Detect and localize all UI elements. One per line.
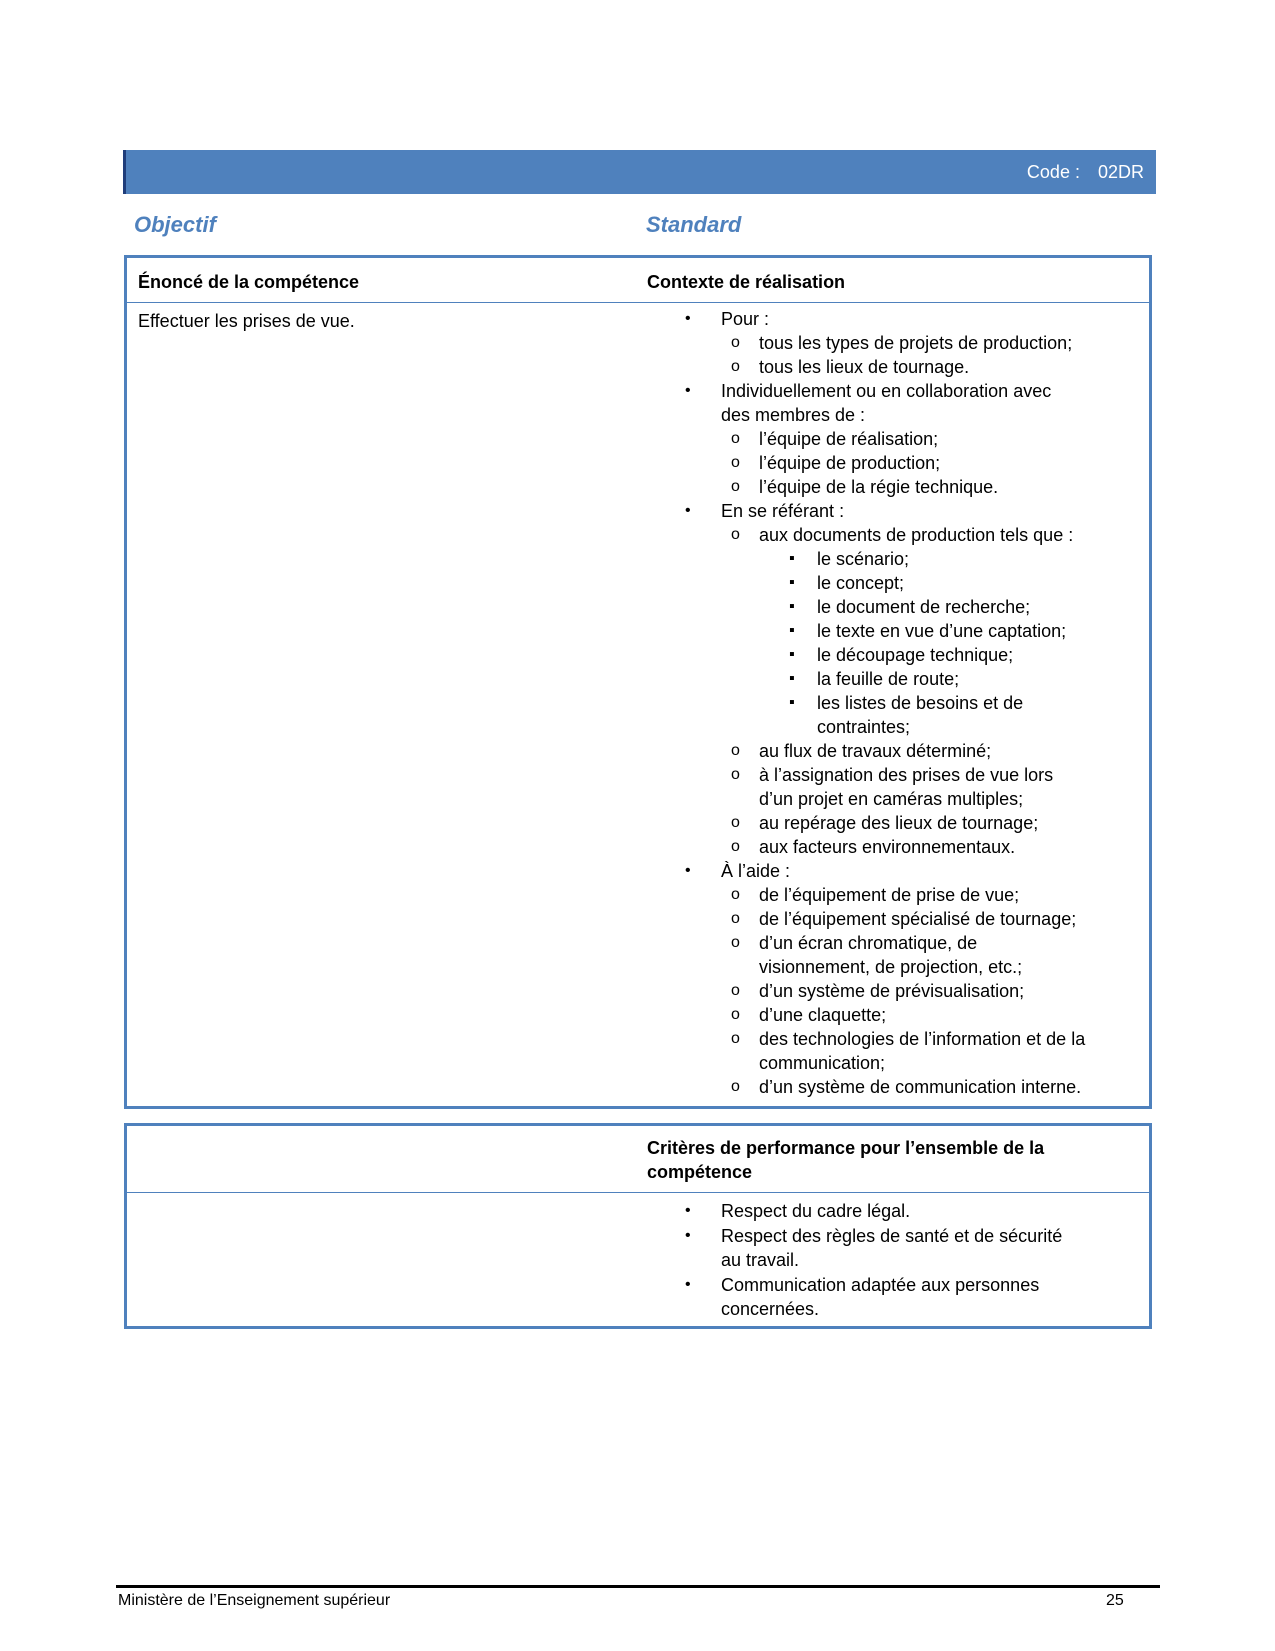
bullet-icon: o: [731, 1078, 740, 1095]
bullet-icon: ▪: [789, 646, 795, 663]
list-item: des membres de :: [721, 405, 866, 425]
list-item: le scénario;: [817, 549, 910, 569]
list-item: l’équipe de production;: [759, 453, 941, 473]
list-item: le texte en vue d’une captation;: [817, 621, 1067, 641]
bullet-icon: o: [731, 886, 740, 903]
list-item: contraintes;: [817, 717, 911, 737]
list-item: tous les lieux de tournage.: [759, 357, 970, 377]
bullet-icon: ▪: [789, 574, 795, 591]
list-item: aux facteurs environnementaux.: [759, 837, 1016, 857]
bullet-icon: o: [731, 838, 740, 855]
bullet-icon: o: [731, 934, 740, 951]
criteria-table: [124, 1123, 1152, 1329]
list-item: Respect des règles de santé et de sécurité: [721, 1225, 1063, 1246]
bullet-icon: o: [731, 910, 740, 927]
list-item: les listes de besoins et de: [817, 693, 1024, 713]
bullet-icon: ▪: [789, 598, 795, 615]
list-item: Respect du cadre légal.: [721, 1201, 911, 1221]
code-label: [1027, 162, 1144, 183]
list-item: de l’équipement de prise de vue;: [759, 885, 1020, 905]
bullet-icon: o: [731, 454, 740, 471]
bullet-icon: •: [685, 310, 691, 327]
bullet-icon: o: [731, 1006, 740, 1023]
list-item: Individuellement ou en collaboration avec: [721, 381, 1052, 401]
code-label-text: Code :: [1026, 162, 1080, 182]
bullet-icon: •: [685, 1275, 691, 1293]
bullet-icon: •: [685, 502, 691, 519]
list-item: au travail.: [721, 1250, 800, 1270]
list-item: visionnement, de projection, etc.;: [759, 957, 1023, 977]
list-item: À l’aide :: [721, 861, 791, 881]
bullet-icon: ▪: [789, 622, 795, 639]
list-item: le document de recherche;: [817, 597, 1031, 617]
bullet-icon: o: [731, 430, 740, 447]
list-item: Communication adaptée aux personnes: [721, 1274, 1040, 1295]
list-item: En se référant :: [721, 501, 845, 521]
bullet-icon: •: [685, 1226, 691, 1244]
list-item: d’un écran chromatique, de: [759, 933, 978, 953]
list-item: aux documents de production tels que :: [759, 525, 1074, 545]
list-item: de l’équipement spécialisé de tournage;: [759, 909, 1077, 929]
list-item: d’un système de prévisualisation;: [759, 981, 1025, 1001]
bullet-icon: o: [731, 742, 740, 759]
code-value: 02DR: [1097, 162, 1144, 182]
list-item: concernées.: [721, 1299, 820, 1319]
competency-statement: Effectuer les prises de vue.: [138, 311, 355, 331]
footer-rule: [116, 1585, 1160, 1588]
list-item: la feuille de route;: [817, 669, 960, 689]
bullet-icon: •: [685, 382, 691, 399]
competency-heading: Énoncé de la compétence: [138, 272, 360, 292]
criteria-heading-line1: Critères de performance pour l’ensemble de la: [647, 1138, 1045, 1158]
footer-page-number: 25: [1106, 1592, 1124, 1609]
bullet-icon: o: [731, 1030, 740, 1047]
standard-title: Standard: [646, 212, 742, 237]
list-item: l’équipe de réalisation;: [759, 429, 939, 449]
list-item: le découpage technique;: [817, 645, 1014, 665]
bullet-icon: o: [731, 766, 740, 783]
list-item: tous les types de projets de production;: [759, 333, 1073, 353]
bullet-icon: o: [731, 334, 740, 351]
bullet-icon: •: [685, 1202, 691, 1219]
list-item: au flux de travaux déterminé;: [759, 741, 992, 761]
bullet-icon: o: [731, 526, 740, 543]
header-band: [123, 150, 1156, 194]
list-item: à l’assignation des prises de vue lors: [759, 765, 1054, 785]
bullet-icon: •: [685, 862, 691, 879]
list-item: au repérage des lieux de tournage;: [759, 813, 1039, 833]
bullet-icon: o: [731, 814, 740, 831]
footer-ministry: Ministère de l’Enseignement supérieur: [118, 1592, 391, 1609]
context-heading: Contexte de réalisation: [647, 272, 846, 292]
bullet-icon: ▪: [789, 550, 795, 567]
list-item: communication;: [759, 1053, 886, 1073]
list-item: Pour :: [721, 309, 770, 329]
criteria-heading-line2: compétence: [647, 1162, 753, 1182]
bullet-icon: ▪: [789, 670, 795, 687]
bullet-icon: o: [731, 982, 740, 999]
list-item: des technologies de l’information et de la: [759, 1029, 1086, 1049]
list-item: d’une claquette;: [759, 1005, 887, 1025]
bullet-icon: o: [731, 358, 740, 375]
objective-title: Objectif: [134, 212, 216, 237]
list-item: l’équipe de la régie technique.: [759, 477, 999, 497]
list-item: le concept;: [817, 573, 905, 593]
context-table: [124, 255, 1152, 1109]
bullet-icon: o: [731, 478, 740, 495]
list-item: d’un projet en caméras multiples;: [759, 789, 1024, 809]
list-item: d’un système de communication interne.: [759, 1077, 1082, 1097]
bullet-icon: ▪: [789, 694, 795, 711]
